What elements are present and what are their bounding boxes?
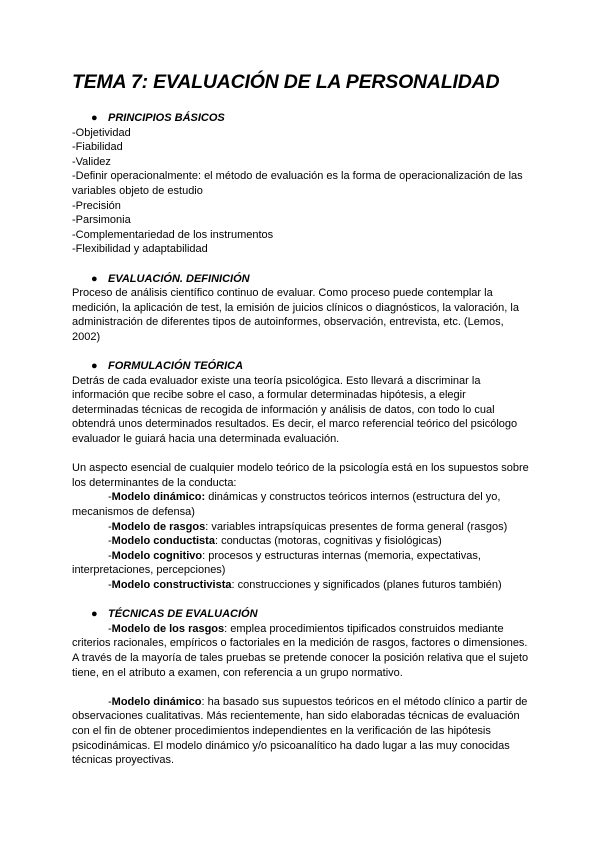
document-title: TEMA 7: EVALUACIÓN DE LA PERSONALIDAD [72,71,500,93]
model-item: -Modelo dinámico: dinámicas y constructos teóricos internos (estructura del yo, mecanismos de defensa) [72,491,501,519]
technique-paragraph-dinamico: -Modelo dinámico: ha basado sus supuestos teóricos en el método clínico a partir de observaciones cualitativas. Más recientemente, han sido elaboradas técnicas de evaluación con el fin de obtener procedimientos independientes en la verificación de las hipótesis psicodinámicas. El modelo dinámico y/o psicoanalítico ha dado lugar a las muy conocidas técnicas proyectivas. [72,695,528,767]
list-item: -Flexibilidad y adaptabilidad [72,243,208,256]
list-item: -Validez [72,155,111,168]
section-heading-formulacion: ● FORMULACIÓN TEÓRICA [91,360,244,373]
bullet-icon: ● [91,272,98,285]
list-item: -Objetividad [72,126,131,139]
model-item: -Modelo cognitivo: procesos y estructuras internas (memoria, expectativas, interpretaciones, percepciones) [72,549,481,577]
section-heading-definicion: ● EVALUACIÓN. DEFINICIÓN [91,272,250,285]
bullet-icon: ● [91,112,98,124]
section-heading-tecnicas: ● TÉCNICAS DE EVALUACIÓN [91,608,258,621]
list-item: -Definir operacionalmente: el método de evaluación es la forma de operacionalización de las variables objeto de estudio [72,170,523,197]
document-page [72,70,534,768]
list-item: -Precisión [72,199,121,212]
list-item: -Complementariedad de los instrumentos [72,228,274,241]
list-item: -Fiabilidad [72,141,123,154]
determinants-paragraph: Un aspecto esencial de cualquier modelo teórico de la psicología está en los supuestos sobre los determinantes de la conducta: [72,462,529,489]
model-item: -Modelo constructivista: construcciones y significados (planes futuros también) [108,579,502,591]
model-item: -Modelo conductista: conductas (motoras, cognitivas y fisiológicas) [108,535,442,548]
list-item: -Parsimonia [72,214,131,227]
theory-paragraph: Detrás de cada evaluador existe una teoría psicológica. Esto llevará a discriminar la información que recibe sobre el caso, a formular determinadas hipótesis, a elegir determinadas técnicas de recogida de información y análisis de datos, con todo lo cual obtendrá unos determinados resultados. Es decir, el marco referencial teórico del psicólogo evaluador le guiará hacia una determinada evaluación. [72,374,518,446]
bullet-icon: ● [91,608,98,621]
model-item: -Modelo de rasgos: variables intrapsíquicas presentes de forma general (rasgos) [108,520,508,533]
technique-paragraph-rasgos: -Modelo de los rasgos: emplea procedimientos tipificados construidos mediante criterios racionales, empíricos o factoriales en la medición de rasgos, factores o dimensiones. A través de la mayoría de tales pruebas se pretende conocer la posición relativa que el sujeto tiene, en el atributo a examen, con referencia a un grupo normativo. [72,622,529,679]
section-heading-principios: ● PRINCIPIOS BÁSICOS [91,112,225,124]
definition-paragraph: Proceso de análisis científico continuo de evaluar. Como proceso puede contemplar la medición, la aplicación de test, la emisión de juicios clínicos o diagnósticos, la valoración, la administración de diferentes tipos de autoinformes, observación, entrevista, etc. (Lemos, 2002) [72,287,519,343]
bullet-icon: ● [91,360,98,373]
